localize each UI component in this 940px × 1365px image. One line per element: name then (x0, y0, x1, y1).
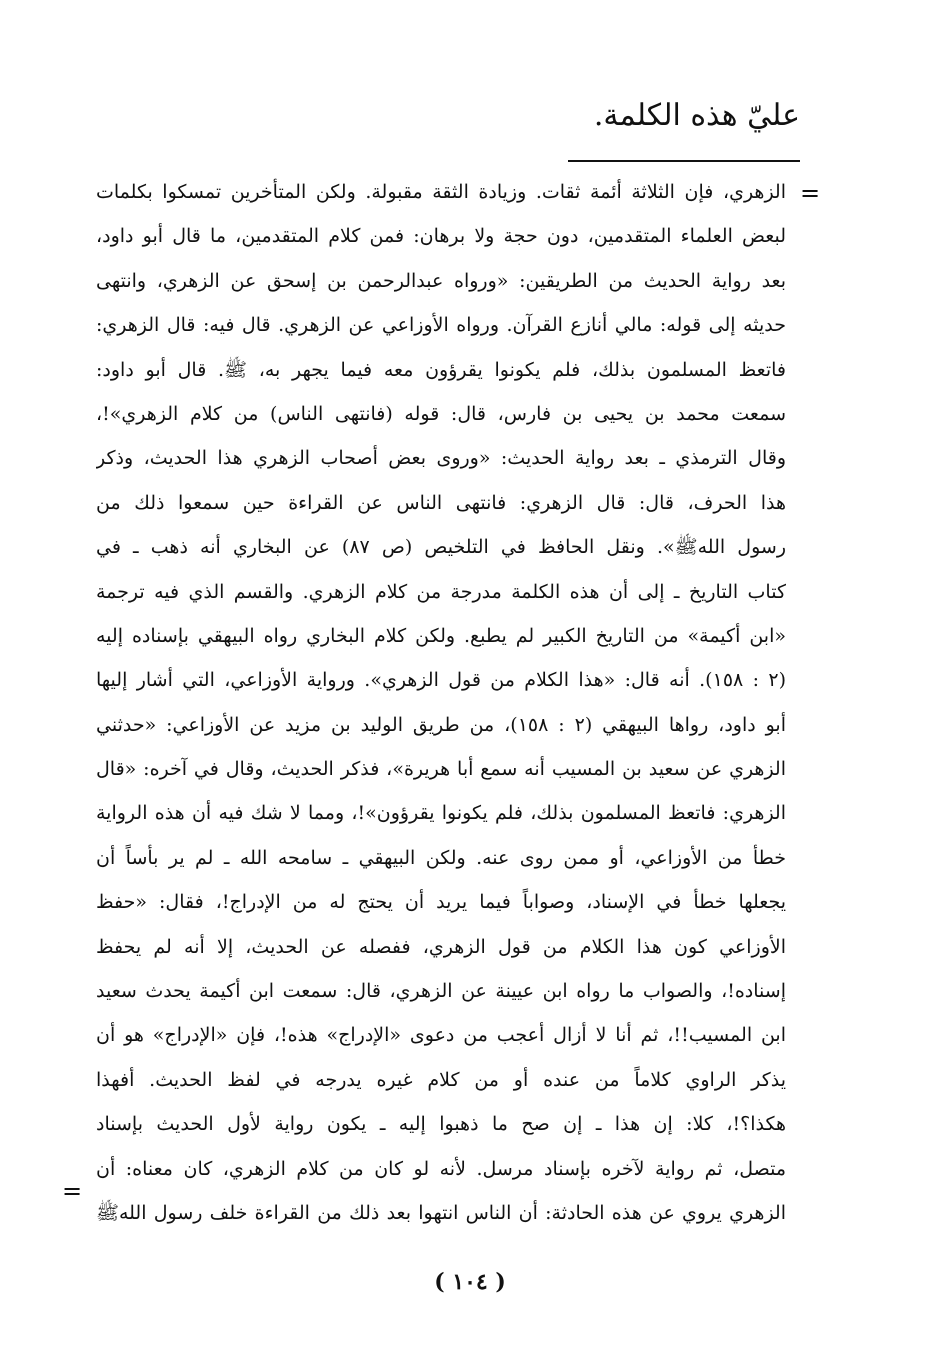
footnote-line: «ابن أكيمة» من التاريخ الكبير لم يطبع. ولكن كلام البخاري رواه البيهقي بإسناده إليه (96, 624, 786, 647)
footnote-line: فاتعظ المسلمون بذلك، فلم يكونوا يقرؤون معه فيما يجهر به، ﷺ. قال أبو داود: (96, 358, 786, 381)
footnote-line: (٢ : ١٥٨). أنه قال: «هذا الكلام من قول الزهري». ورواية الأوزاعي، التي أشار إليها (96, 669, 786, 692)
footnote-line: رسول اللهﷺ». ونقل الحافظ في التلخيص (ص ٨٧) عن البخاري أنه ذهب ـ في (96, 536, 786, 559)
footnote-line: الأوزاعي كون هذا الكلام من قول الزهري، ففصله عن الحديث، إلا أنه لم يحفظ (96, 935, 786, 958)
footnote-line: متصل، ثم رواية لآخره بإسناد مرسل. لأنه لو كان من كلام الزهري، كان معناه: أن (96, 1157, 786, 1180)
footnote-continuation-mark-bottom: = (62, 1177, 83, 1205)
footnote-line: أبو داود، رواها البيهقي (٢ : ١٥٨)، من طريق الوليد بن مزيد عن الأوزاعي: «حدثني (96, 713, 786, 736)
footnote-line: خطأ من الأوزاعي، أو ممن روى عنه. ولكن البيهقي ـ سامحه الله ـ لم ير بأساً أن (96, 846, 786, 869)
footnote-line: إسناده!، والصواب ما رواه ابن عيينة عن الزهري، قال: سمعت ابن أكيمة يحدث سعيد (96, 980, 786, 1003)
footnote-line: هكذا؟!، كلا: إن هذا ـ إن صح ما ذهبوا إليه ـ يكون رواية لأول الحديث بإسناد (96, 1113, 786, 1136)
footnote-line: ابن المسيب!!، ثم أنا لا أزال أعجب من دعوى «الإدراج» هذه!، فإن «الإدراج» هو أن (96, 1024, 786, 1047)
footnote-line: الزهري يروي عن هذه الحادثة: أن الناس انتهوا بعد ذلك من القراءة خلف رسول اللهﷺ (96, 1201, 786, 1224)
footnote-line: لبعض العلماء المتقدمين، دون حجة ولا برهان: فمن كلام المتقدمين، ما قال أبو داود، (96, 225, 786, 248)
footnote-line: الزهري عن سعيد بن المسيب أنه سمع أبا هريرة»، فذكر الحديث، وقال في آخره: «قال (96, 758, 786, 781)
footnote-line: سمعت محمد بن يحيى بن فارس، قال: قوله (فانتهى الناس) من كلام الزهري»!، (96, 402, 786, 425)
footnote-continuation-mark-top: = (800, 179, 821, 207)
page-number: ( ١٠٤ ) (434, 1269, 506, 1295)
footnote-divider (568, 160, 800, 162)
footnote-line: وقال الترمذي ـ بعد رواية الحديث: «وروى بعض أصحاب الزهري هذا الحديث، وذكر (96, 447, 786, 470)
footnote-line: كتاب التاريخ ـ إلى أن هذه الكلمة مدرجة من كلام الزهري. والقسم الذي فيه ترجمة (96, 580, 786, 603)
footnote-line: بعد رواية الحديث من الطريقين: «ورواه عبدالرحمن بن إسحق عن الزهري، وانتهى (96, 269, 786, 292)
footnote-line: هذا الحرف، قال: قال الزهري: فانتهى الناس عن القراءة حين سمعوا ذلك من (96, 491, 786, 514)
main-text-line: عليّ هذه الكلمة. (593, 98, 800, 133)
footnote-line: يجعلها خطأ في الإسناد، وصواباً فيما يريد أن يحتج له من الإدراج!، فقال: «حفظ (96, 891, 786, 914)
footnote-line: يذكر الراوي كلاماً من عنده أو من كلام غيره يدرجه في لفظ الحديث. أفهذا (96, 1068, 786, 1091)
footnote-line: حديثه إلى قوله: مالي أنازع القرآن. ورواه الأوزاعي عن الزهري. قال فيه: قال الزهري: (96, 314, 786, 337)
footnote-line: الزهري: فاتعظ المسلمون بذلك، فلم يكونوا يقرؤون»!، ومما لا شك فيه أن هذه الرواية (96, 802, 786, 825)
footnote-line: الزهري، فإن الثلاثة أئمة ثقات. وزيادة الثقة مقبولة. ولكن المتأخرين تمسكوا بكلمات (96, 181, 786, 203)
footnote-body (96, 170, 786, 1235)
